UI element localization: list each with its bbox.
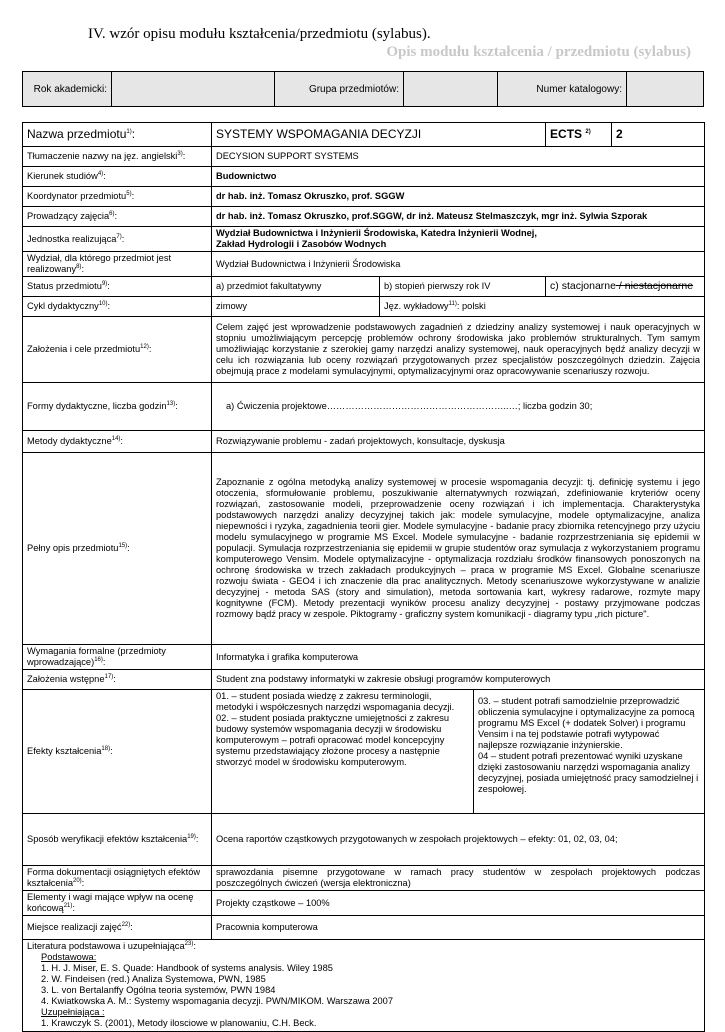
wym-value: Informatyka i grafika komputerowa (212, 645, 705, 670)
spos-value: Ocena raportów cząstkowych przygotowanych w zespołach projektowych – efekty: 01, 02, 03, 04; (212, 814, 705, 866)
metody-label: Metody dydaktyczne$^{14)}$: (23, 431, 212, 453)
kier-value: Budownictwo (212, 167, 705, 187)
miej-value: Pracownia komputerowa (212, 916, 705, 940)
pelny-label: Pełny opis przedmiotu$^{15)}$: (23, 453, 212, 645)
elem-value: Projekty cząstkowe – 100% (212, 891, 705, 916)
lit-item: 4. Kwiatkowska A. M.: Systemy wspomagania decyzji. PWN/MIKOM. Warszawa 2007 (41, 996, 394, 1006)
grupa-value (404, 72, 498, 107)
prow-value: dr hab. inż. Tomasz Okruszko, prof.SGGW, dr inż. Mateusz Stelmaszczyk, mgr inż. Sylwia Szporak (212, 207, 705, 227)
zal-label: Założenia i cele przedmiotu$^{12)}$: (23, 317, 212, 383)
formy-label: Formy dydaktyczne, liczba godzin$^{13)}$: (23, 383, 212, 431)
pelny-value: Zapoznanie z ogólna metodyką analizy systemowej w procesie wspomagania decyzji: tj. definicję systemu i jego otoczenia, sformułowanie problemu, poszukiwanie alternatywnych rozwiązań, zdefiniowanie kryteriów oceny rozwiązań, zastosowanie modeli, przeprowadzenie oceny rozwiązań i ich implementacja. Charakterystyka podstawowych narzędzi analizy decyzyjnej takich jak: modele symulacyjne, modele optymalizacyjne, analiza niepewności i ryzyka, zagadnienia teorii gier. Modele symulacyjne - badanie pracy zbiornika retencyjnego przy użyciu modelu symulacyjnego w programie MS Excel. Modele symulacyjne - badanie rozprzestrzeniania się epidemii w populacji. Symulacja rozprzestrzeniania się epidemii w grupie studentów oraz symulacja z wykorzystaniem programu komputerowego Vensim. Modele optymalizacyjne - optymalizacja rozdziału środków finansowych ponoszonych na ochronę środowiska w trzech zakładach produkcyjnych – praca w programie MS Excel. Globalne scenariusze rozwoju świata - GEO4 i ich znaczenie dla prac analitycznych. Metody scenariuszowe wykorzystywane w analizie decyzyjnej - metoda SAS (story and simulation), metoda sortowania kart, wykresy radarowe, rozmyte mapy kognitywne (FCM). Metody prezentacji wyników procesu analizy decyzyjnej - postawy przyjmowane podczas rozmowy bądź pracy w zespole. Piktogramy - graficzny system komunikacji - diagramy typu „rich picture". (212, 453, 705, 645)
tl-value: DECYSION SUPPORT SYSTEMS (212, 147, 705, 167)
ef-label: Efekty kształcenia$^{18)}$: (23, 690, 212, 814)
prow-label: Prowadzący zajęcia$^{6)}$: (23, 207, 212, 227)
status-c: c) stacjonarne / niestacjonarne (546, 277, 705, 297)
literatura-cell (23, 940, 705, 1032)
metody-value: Rozwiązywanie problemu - zadań projektowych, konsultacje, dyskusja (212, 431, 705, 453)
ects-label: ECTS $^{2)}$ (546, 123, 612, 147)
literatura-label: Literatura podstawowa i uzupełniająca$^{23)}$: (27, 940, 196, 951)
tl-label: Tłumaczenie nazwy na jęz. angielski$^{3)}$: (23, 147, 212, 167)
wydz-value: Wydział Budownictwa i Inżynierii Środowiska (212, 252, 705, 277)
lit-item: 1. Krawczyk S. (2001), Metody ilosciowe w planowaniu, C.H. Beck. (41, 1018, 317, 1028)
ects-value: 2 (612, 123, 705, 147)
lit-uzupelniajaca-heading: Uzupełniająca : (41, 1007, 105, 1017)
forma-label: Forma dokumentacji osiągniętych efektów kształcenia$^{20)}$: (23, 866, 212, 891)
grupa-label: Grupa przedmiotów: (275, 72, 404, 107)
lit-item: 2. W. Findeisen (red.) Analiza Systemowa, PWN, 1985 (41, 974, 266, 984)
status-a: a) przedmiot fakultatywny (212, 277, 380, 297)
zw-value: Student zna podstawy informatyki w zakresie obsługi programów komputerowych (212, 670, 705, 690)
rok-label: Rok akademicki: (23, 72, 112, 107)
kier-label: Kierunek studiów$^{4)}$: (23, 167, 212, 187)
zal-value: Celem zajęć jest wprowadzenie podstawowych zagadnień z dziedziny analizy systemowej i nauk operacyjnych w stopniu umożliwiającym percepcję problemów ochrony środowiska jako problemów strukturalnych. Tym samym umożliwiając korzystanie z szerokiej gamy narzędzi analizy systemowej, nauk operacyjnych będź analizy decyzji w celu ich rozwiązania lub oceny rozwiązań przygotowanych przez specjalistów poszczególnych dziedzin. Zajęcia obejmują prace z modelami symulacyjnymi, optymalizacyjnymi oraz opracowywanie scenariuszy rozwoju. (212, 317, 705, 383)
ef-left: 01. – student posiada wiedzę z zakresu terminologii, metodyki i współczesnych narzędzi wspomagania decyzji. 02. – student posiada praktyczne umiejętności z zakresu budowy systemów wspomagania decyzji w środowisku komputerowym – potrafi opracować model koncepcyjny systemu przedstawiający złożone procesy a następnie stworzyć model w środowisku komputerowym. (212, 690, 474, 814)
numer-value (627, 72, 704, 107)
miej-label: Miejsce realizacji zajęć$^{22)}$: (23, 916, 212, 940)
jezyk-value: Jęz. wykładowy$^{11)}$: polski (380, 297, 705, 317)
document-heading: IV. wzór opisu modułu kształcenia/przedmiotu (sylabus). (88, 26, 431, 42)
elem-label: Elementy i wagi mające wpływ na ocenę końcową$^{21)}$: (23, 891, 212, 916)
lit-podstawowa-heading: Podstawowa: (41, 952, 97, 962)
cykl-value: zimowy (212, 297, 380, 317)
koord-label: Koordynator przedmiotu$^{5)}$: (23, 187, 212, 207)
forma-value: sprawozdania pisemne przygotowane w ramach pracy studentów w zespołach projektowych podczas poszczególnych ćwiczeń (wersja elektroniczna) (212, 866, 705, 891)
rok-value (112, 72, 275, 107)
wydz-label: Wydział, dla którego przedmiot jest realizowany$^{8)}$: (23, 252, 212, 277)
ef-right: 03. – student potrafi samodzielnie przeprowadzić obliczenia symulacyjne i optymalizacyjne za pomocą programu MS Excel (+ dodatek Solver) i programu Vensim i na tej podstawie potrafi wytypować najlepsze rozwiązanie inżynierskie. 04 – student potrafi prezentować wyniki uzyskane dzięki zastosowaniu narzędzi wspomagania analizy decyzyjnej, posiada umiejętność pracy samodzielnej i zespołowej. (474, 690, 705, 814)
formy-value: a) Ćwiczenia projektowe…………………………………………………..…; liczba godzin 30; (212, 383, 705, 431)
jedn-value: Wydział Budownictwa i Inżynierii Środowiska, Katedra Inżynierii Wodnej, Zakład Hydrologii i Zasobów Wodnych (212, 227, 705, 252)
spos-label: Sposób weryfikacji efektów kształcenia$^{19)}$: (23, 814, 212, 866)
status-label: Status przedmiotu$^{9)}$: (23, 277, 212, 297)
numer-label: Numer katalogowy: (498, 72, 627, 107)
jedn-label: Jednostka realizująca$^{7)}$: (23, 227, 212, 252)
koord-value: dr hab. inż. Tomasz Okruszko, prof. SGGW (212, 187, 705, 207)
zw-label: Założenia wstępne$^{17)}$: (23, 670, 212, 690)
document-subheading: Opis modułu kształcenia / przedmiotu (sylabus) (386, 44, 691, 60)
lit-item: 1. H. J. Miser, E. S. Quade: Handbook of systems analysis. Wiley 1985 (41, 963, 333, 973)
wym-label: Wymagania formalne (przedmioty wprowadzające)$^{16)}$: (23, 645, 212, 670)
top-info-table (22, 71, 704, 107)
cykl-label: Cykl dydaktyczny$^{10)}$: (23, 297, 212, 317)
status-b: b) stopień pierwszy rok IV (380, 277, 546, 297)
nazwa-label: Nazwa przedmiotu$^{1)}$: (23, 123, 212, 147)
syllabus-table (22, 122, 705, 1032)
nazwa-value: SYSTEMY WSPOMAGANIA DECYZJI (212, 123, 546, 147)
lit-item: 3. L. von Bertalanffy Ogólna teoria systemów, PWN 1984 (41, 985, 276, 995)
